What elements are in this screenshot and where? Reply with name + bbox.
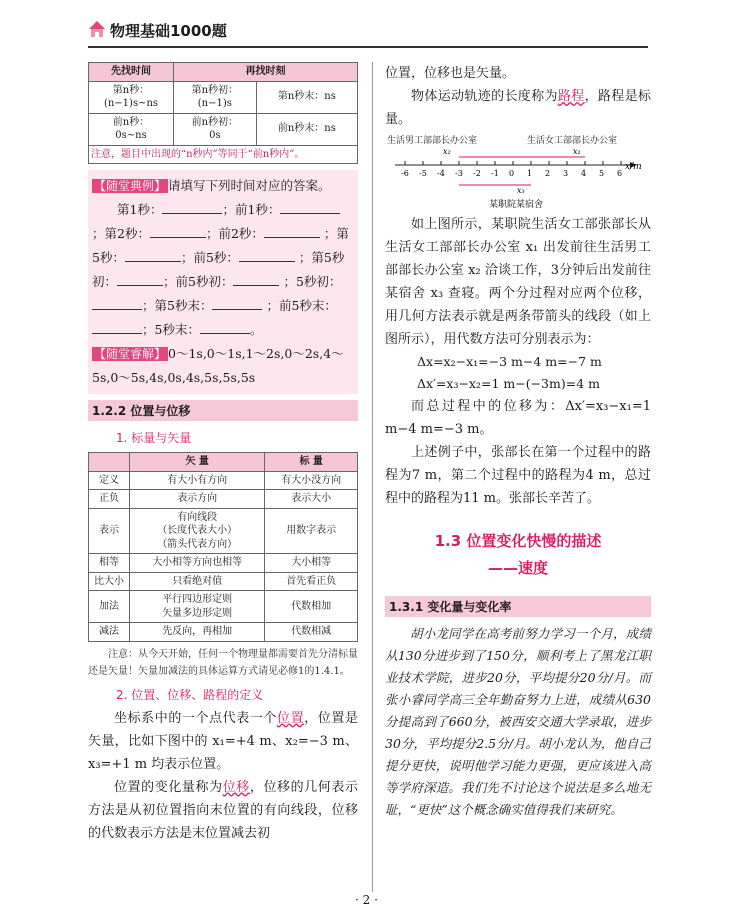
example-tag: 【随堂典例】 [94, 179, 167, 193]
number-axis [395, 157, 637, 185]
house-icon [88, 20, 106, 38]
paragraph: 上述例子中，张部长在第一个过程中的路程为7 m，第二个过程中的路程为4 m，总过程中的路程为11 m。张部长辛苦了。 [385, 445, 651, 506]
time-head: 先找时间 [89, 63, 174, 82]
answer-text: 0～1s,0～1s,1～2s,0～2s,4～5s,0～5s,4s,0s,4s,5s,5s,5s [92, 346, 344, 385]
table-note: 注意，题目中出现的“n秒内”等同于“前n秒内”。 [89, 145, 358, 164]
position-axis-figure [385, 133, 651, 211]
moment-head: 再找时刻 [174, 63, 358, 82]
column-divider [372, 62, 373, 892]
axis-unit: x/m [625, 162, 642, 172]
tick-label: 5 [599, 169, 605, 178]
tick-label: 2 [545, 169, 551, 178]
table-row: 定义 有大小有方向 有大小没方向 [89, 471, 358, 490]
chapter-title: 1.3 位置变化快慢的描述 [434, 532, 602, 550]
moment-cell: 前n秒末：ns [256, 113, 357, 145]
tick-label: 6 [617, 169, 623, 178]
equation: Δx=x₂−x₁=−3 m−4 m=−7 m [417, 354, 602, 369]
tick-label: -1 [491, 169, 499, 178]
paragraph: 胡小龙同学在高考前努力学习一个月，成绩从130分进步到了150分，顺利考上了黑龙江职业技术学院，进步20分，平均提分20分/月。而张小睿同学高三全年勤奋努力上进，成绩从630分提高到了660分，被西安交通大学录取，进步30分，平均提分2.5分/月。胡小龙认为，他自己提分更快，说明他学习能力更强，更应该进入高等学府深造。我们先不讨论这个说法是多么地无耻，“更快”这个概念确实值得我们来研究。 [385, 626, 651, 817]
table-row: 正负 表示方向 表示大小 [89, 490, 358, 509]
axis-label-bottom: 某职院某宿舍 [489, 200, 544, 210]
tick-label: -4 [437, 169, 445, 178]
tick-label: 3 [563, 169, 569, 178]
vector-scalar-table: 矢 量 标 量 定义 有大小有方向 有大小没方向 正负 表示方向 表示大小 表示 有向线段 （长度代表大小） （箭头代表方向） 用数字表示 相等 大小相等方向也相等 大小相等 比大小 只看绝对值 首先看正负 加法 平行四边形定则 矢量多边形定则 代数相加 减法 先反向，再相加 代数相减 [88, 452, 358, 642]
subsection-title: 1. 标量与矢量 [116, 431, 192, 445]
time-cell: 前n秒： 0s~ns [89, 113, 174, 145]
note-text: 注意：从今天开始，任何一个物理量都需要首先分清标量还是矢量！矢量加减法的具体运算方式请见必修1的1.4.1。 [88, 648, 358, 677]
left-column [88, 62, 358, 845]
paragraph: 位置的变化量称为位移，位移的几何表示方法是从初位置指向末位置的有向线段，位移的代数表示方法是末位置减去初 [88, 779, 358, 841]
book-title: 物理基础1000题 [110, 22, 227, 40]
tick-label: -5 [419, 169, 427, 178]
moment-cell: 第n秒初： (n−1)s [174, 81, 257, 113]
equation: Δx′=x₃−x₂=1 m−(−3m)=4 m [417, 376, 600, 391]
paragraph: 位置，位移也是矢量。 [385, 66, 516, 81]
table-row: 减法 先反向，再相加 代数相减 [89, 623, 358, 642]
axis-x1: x₁ [573, 147, 581, 156]
tick-label: -6 [401, 169, 409, 178]
tick-label: 1 [527, 169, 533, 178]
moment-cell: 前n秒初： 0s [174, 113, 257, 145]
section-title: 1.2.2 位置与位移 [88, 400, 358, 421]
axis-x3: x₃ [517, 186, 525, 195]
paragraph: 坐标系中的一个点代表一个位置，位置是矢量，比如下图中的 x₁=+4 m、x₂=−3 m、x₃=+1 m 均表示位置。 [88, 710, 358, 772]
subsection-title: 2. 位置、位移、路程的定义 [116, 687, 264, 702]
axis-label-right: 生活女工部部长办公室 [527, 136, 618, 146]
moment-cell: 第n秒末：ns [256, 81, 357, 113]
table-row: 加法 平行四边形定则 矢量多边形定则 代数相加 [89, 591, 358, 623]
page-number: · 2 · [355, 893, 378, 907]
paragraph: 如上图所示，某职院生活女工部张部长从生活女工部部长办公室 x₁ 出发前往生活男工部部长办公室 x₂ 洽谈工作，3分钟后出发前往某宿舍 x₃ 查寝。两个分过程对应两个位移，用几何方法表示就是两条带箭头的线段（如上图所示），用代数方法可分别表示为： [385, 217, 651, 347]
time-table [88, 62, 358, 164]
tick-label: -3 [455, 169, 463, 178]
chapter-subtitle: ——速度 [487, 559, 548, 577]
example-box: 【随堂典例】 请填写下列时间对应的答案。 第1秒： ；前1秒： ；第2秒： ；前2秒： ；第5秒： ；前5秒： ；第5秒初： ；前5秒初： ；5秒初：；第5秒末： ；前5秒末：；5秒末： 。 【随堂睿解】 0～1s,0～1s,1～2s,0～2s,4～5s,0～5s,4s,0s,4s,5s,5s,5s [88, 170, 358, 394]
table-row: 比大小 只看绝对值 首先看正负 [89, 572, 358, 591]
answer-tag: 【随堂睿解】 [94, 347, 167, 361]
section-title: 1.3.1 变化量与变化率 [385, 596, 651, 617]
time-cell: 第n秒： (n−1)s~ns [89, 81, 174, 113]
table-row: 相等 大小相等方向也相等 大小相等 [89, 554, 358, 573]
axis-label-left: 生活男工部部长办公室 [387, 136, 478, 146]
table-row: 表示 有向线段 （长度代表大小） （箭头代表方向） 用数字表示 [89, 508, 358, 554]
axis-x2: x₂ [443, 147, 451, 156]
page-header [88, 18, 648, 48]
paragraph: 而总过程中的位移为：Δx′=x₃−x₁=1 m−4 m=−3 m。 [385, 399, 651, 437]
tick-label: 0 [509, 169, 515, 178]
paragraph: 物体运动轨迹的长度称为路程，路程是标量。 [385, 89, 651, 127]
tick-label: -2 [473, 169, 481, 178]
tick-label: 4 [581, 169, 587, 178]
right-column [385, 62, 651, 821]
